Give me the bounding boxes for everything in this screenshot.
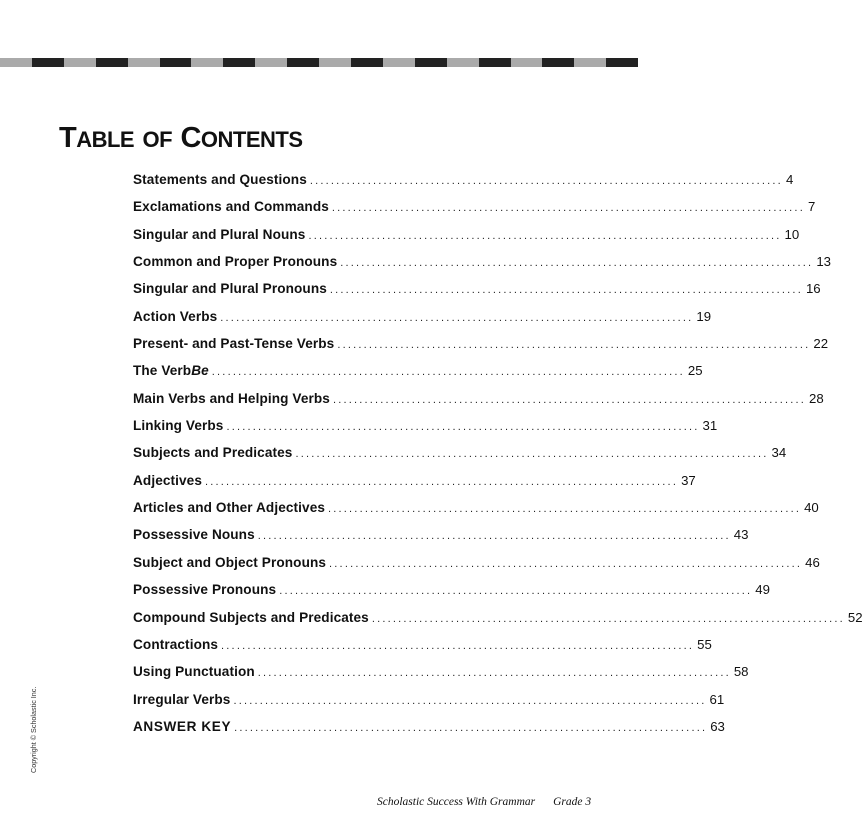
stripe-segment	[191, 58, 223, 67]
footer-book-title: Scholastic Success With Grammar	[377, 796, 536, 808]
dot-leader: ..........................................................................................	[220, 311, 694, 324]
toc-entry	[133, 500, 819, 527]
stripe-segment	[511, 58, 543, 67]
dot-leader: ..........................................................................................	[328, 503, 802, 516]
stripe-segment	[0, 58, 32, 67]
toc-entry-page-number: 37	[681, 472, 696, 488]
toc-entry	[133, 281, 821, 308]
toc-entry-label: Adjectives	[133, 472, 203, 488]
toc-entry-page-number: 25	[687, 363, 703, 379]
dot-leader: ..........................................................................................	[221, 639, 695, 652]
toc-entry	[133, 308, 712, 336]
page-title: TABLE OF CONTENTS	[59, 122, 303, 154]
toc-entry-label: Subjects and Predicates	[133, 445, 293, 461]
toc-entry-label: Subject and Object Pronouns	[133, 554, 327, 570]
toc-entry-page-number: 16	[805, 281, 821, 297]
toc-entry-label: Linking Verbs	[133, 418, 224, 434]
dot-leader: ..........................................................................................	[226, 421, 700, 434]
toc-entry-page-number: 28	[809, 390, 824, 406]
dot-leader: ..........................................................................................	[279, 585, 753, 598]
toc-entry-page-number: 19	[696, 308, 712, 324]
stripe-segment	[287, 58, 319, 67]
dot-leader: ..........................................................................................	[308, 229, 782, 242]
toc-entry	[133, 418, 718, 445]
toc-entry-page-number: 52	[847, 609, 863, 625]
dot-leader: ..........................................................................................	[340, 257, 814, 270]
toc-entry-page-number: 40	[804, 500, 819, 516]
dot-leader: ..........................................................................................	[331, 202, 805, 215]
toc-entry-label: Present- and Past-Tense Verbs	[133, 336, 335, 352]
dot-leader: ..........................................................................................	[257, 667, 731, 680]
toc-entry-page-number: 10	[784, 226, 800, 242]
toc-entry	[133, 363, 703, 390]
toc-entry	[133, 390, 824, 418]
toc-entry-label: Singular and Plural Nouns	[133, 226, 306, 242]
stripe-segment	[96, 58, 128, 67]
toc-entry-page-number: 49	[755, 582, 770, 598]
toc-entry-label: Compound Subjects and Predicates	[133, 609, 369, 625]
toc-entry-label: Exclamations and Commands	[133, 199, 329, 215]
toc-entry	[133, 582, 770, 609]
footer-grade: Grade 3	[553, 796, 592, 808]
stripe-segment	[255, 58, 287, 67]
stripe-segment	[383, 58, 415, 67]
toc-entry	[133, 472, 696, 500]
toc-entry-label-italic: Be	[191, 363, 209, 379]
toc-entry-label: Statements and Questions	[133, 172, 307, 187]
dot-leader: ..........................................................................................	[211, 366, 685, 379]
toc-entry-label: ANSWER KEY	[133, 718, 232, 734]
stripe-segment	[128, 58, 160, 67]
toc-entry-label: Singular and Plural Pronouns	[133, 281, 327, 297]
dot-leader: ..........................................................................................	[337, 339, 811, 352]
stripe-segment	[64, 58, 96, 67]
toc-entry	[133, 609, 863, 637]
header-stripe-bar	[0, 58, 638, 67]
toc-entry-page-number: 58	[733, 664, 749, 680]
toc-entry	[133, 336, 829, 363]
dot-leader: ..........................................................................................	[295, 448, 769, 461]
toc-entry-label: Contractions	[133, 636, 219, 652]
dot-leader: ..........................................................................................	[205, 475, 679, 488]
stripe-segment	[606, 58, 638, 67]
table-of-contents	[133, 172, 863, 746]
toc-entry-label: Possessive Nouns	[133, 527, 255, 543]
stripe-segment	[415, 58, 447, 67]
toc-entry	[133, 718, 725, 746]
dot-leader: ..........................................................................................	[332, 393, 807, 406]
stripe-segment	[319, 58, 351, 67]
toc-entry	[133, 172, 794, 199]
dot-leader: ..........................................................................................	[329, 557, 803, 570]
toc-entry	[133, 199, 816, 226]
toc-entry-page-number: 13	[816, 254, 831, 270]
toc-entry-page-number: 31	[702, 418, 718, 434]
toc-entry-page-number: 34	[771, 445, 787, 461]
stripe-segment	[447, 58, 479, 67]
toc-entry-label: Irregular Verbs	[133, 691, 231, 707]
toc-entry-page-number: 4	[785, 172, 794, 187]
toc-entry-page-number: 61	[709, 691, 725, 707]
copyright-notice: Copyright © Scholastic Inc.	[29, 686, 38, 773]
toc-entry-page-number: 43	[733, 527, 749, 543]
dot-leader: ..........................................................................................	[257, 530, 731, 543]
toc-entry-label: Articles and Other Adjectives	[133, 500, 326, 516]
dot-leader: ..........................................................................................	[329, 284, 803, 297]
toc-entry	[133, 254, 831, 281]
stripe-segment	[32, 58, 64, 67]
stripe-segment	[160, 58, 192, 67]
toc-entry	[133, 554, 820, 582]
toc-entry	[133, 226, 800, 254]
stripe-segment	[479, 58, 511, 67]
toc-entry	[133, 445, 787, 472]
stripe-segment	[574, 58, 606, 67]
stripe-segment	[223, 58, 255, 67]
toc-entry	[133, 664, 749, 691]
toc-entry	[133, 636, 712, 664]
stripe-segment	[542, 58, 574, 67]
toc-entry-label: Using Punctuation	[133, 664, 255, 680]
dot-leader: ..........................................................................................	[234, 721, 708, 734]
page-footer	[377, 796, 591, 808]
stripe-segment	[351, 58, 383, 67]
dot-leader: ..........................................................................................	[309, 175, 783, 187]
toc-entry	[133, 691, 725, 719]
dot-leader: ..........................................................................................	[233, 694, 707, 707]
toc-entry-label: Main Verbs and Helping Verbs	[133, 390, 330, 406]
toc-entry-page-number: 46	[805, 554, 820, 570]
toc-entry-label: Possessive Pronouns	[133, 582, 277, 598]
toc-entry-page-number: 22	[813, 336, 829, 352]
toc-entry	[133, 527, 749, 554]
toc-entry-page-number: 7	[807, 199, 816, 215]
toc-entry-page-number: 55	[697, 636, 712, 652]
toc-entry-label: The Verb	[133, 363, 192, 379]
toc-entry-label: Common and Proper Pronouns	[133, 254, 338, 270]
dot-leader: ..........................................................................................	[371, 612, 845, 625]
toc-entry-page-number: 63	[710, 718, 725, 734]
toc-entry-label: Action Verbs	[133, 308, 218, 324]
